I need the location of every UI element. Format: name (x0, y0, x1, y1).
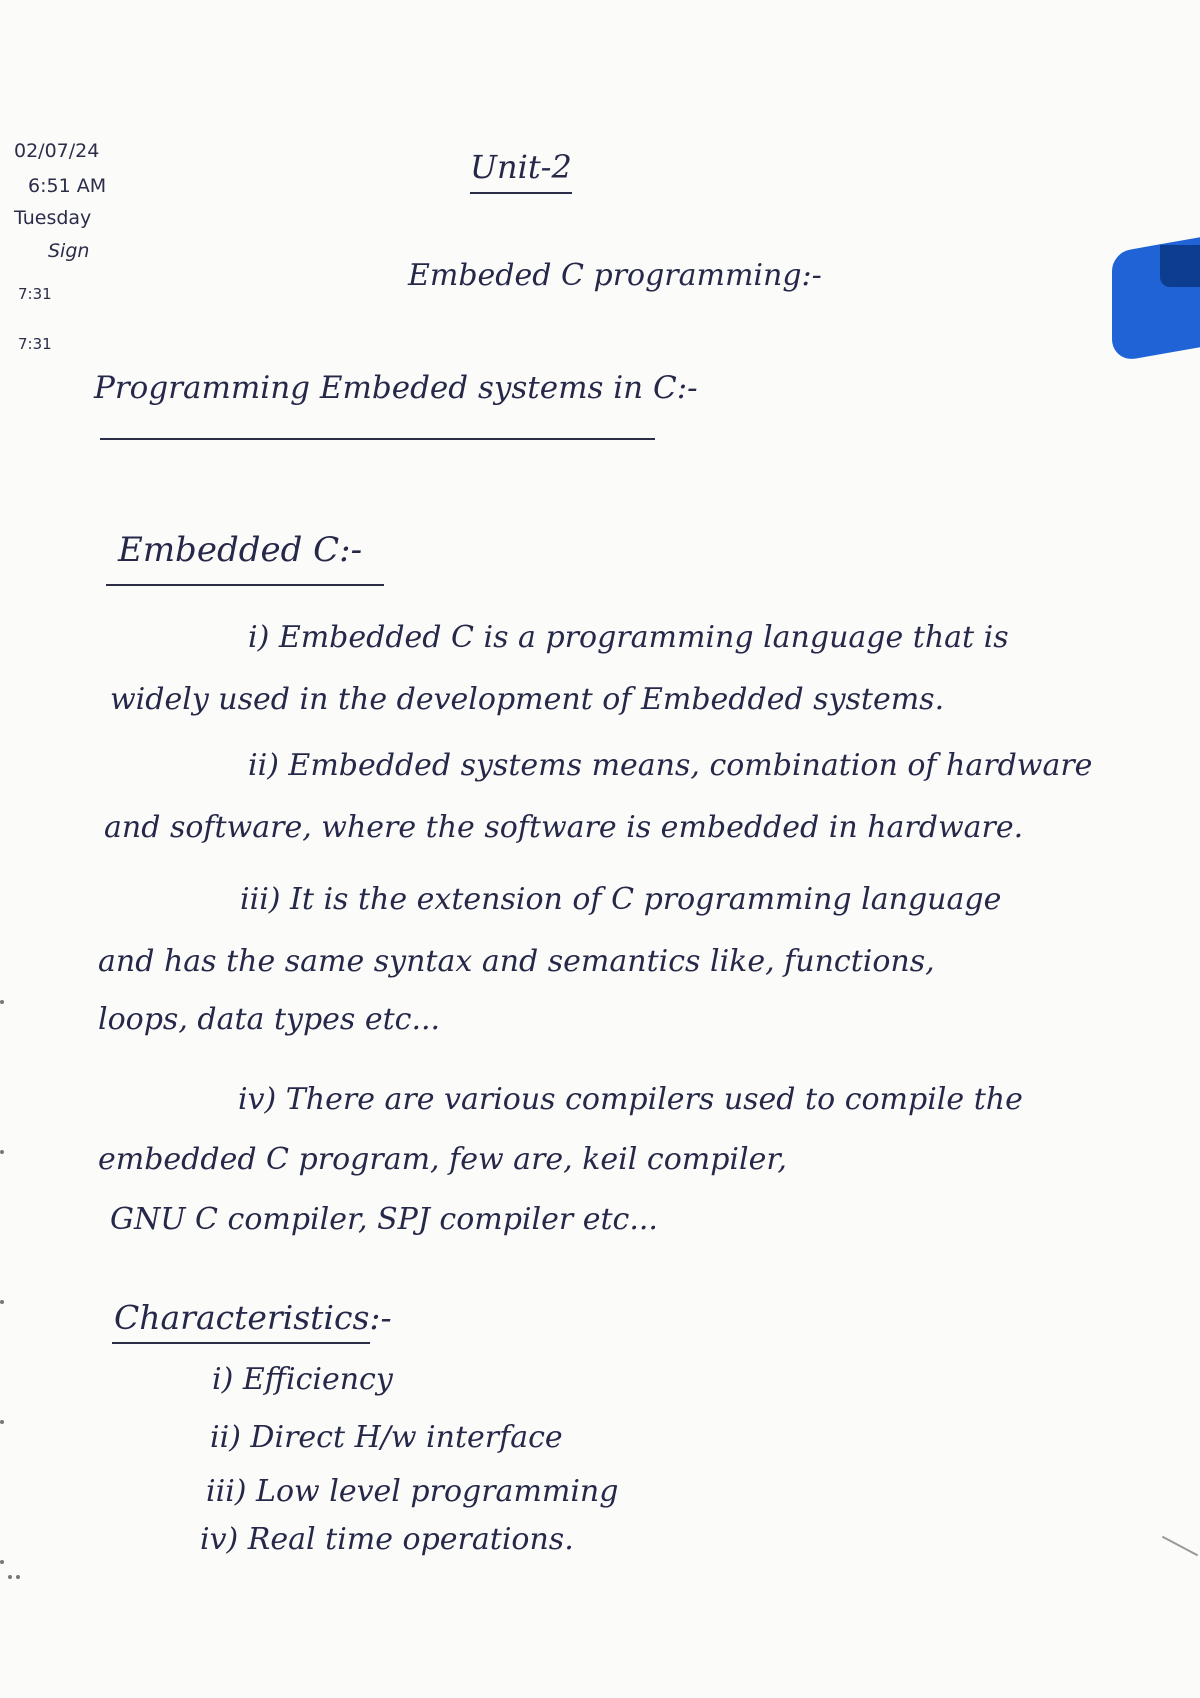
binding-dot (0, 1150, 4, 1154)
paragraph-line: and has the same syntax and semantics like, functions, (98, 944, 935, 979)
embedded-c-heading: Embedded C:- (118, 530, 363, 570)
section-heading: Programming Embeded systems in C:- (94, 370, 698, 406)
binding-dot (16, 1575, 20, 1579)
unit-title: Unit-2 (470, 148, 572, 186)
binding-dot (0, 1420, 4, 1424)
embedded-c-underline (106, 584, 384, 586)
paragraph-line: embedded C program, few are, keil compiler, (98, 1142, 787, 1177)
day-note: Tuesday (14, 207, 92, 229)
paragraph-line: GNU C compiler, SPJ compiler etc... (110, 1202, 658, 1237)
date-note: 02/07/24 (14, 140, 100, 162)
paragraph-line: i) Embedded C is a programming language that is (248, 620, 1009, 655)
binding-dot (0, 1000, 4, 1004)
paragraph-line: loops, data types etc... (98, 1002, 441, 1037)
binding-dot (0, 1560, 4, 1564)
time-note-2: 7:31 (18, 285, 52, 303)
section-heading-underline (100, 438, 655, 440)
paragraph-line: widely used in the development of Embedded systems. (110, 682, 945, 717)
paragraph-line: iv) There are various compilers used to compile the (238, 1082, 1023, 1117)
binding-dot (8, 1575, 12, 1579)
topic-title: Embeded C programming:- (408, 258, 822, 293)
paragraph-line: ii) Embedded systems means, combination of hardware (248, 748, 1093, 783)
characteristic-item: ii) Direct H/w interface (210, 1420, 563, 1455)
characteristic-item: iii) Low level programming (206, 1474, 619, 1509)
characteristics-underline (112, 1342, 370, 1344)
paragraph-line: and software, where the software is embedded in hardware. (104, 810, 1024, 845)
characteristic-item: iv) Real time operations. (200, 1522, 574, 1557)
blue-marker-cap (1160, 245, 1200, 287)
characteristics-heading: Characteristics:- (114, 1298, 392, 1337)
binding-dot (0, 1300, 4, 1304)
time-note: 6:51 AM (28, 175, 107, 197)
unit-title-underline (470, 192, 572, 194)
time-note-3: 7:31 (18, 335, 52, 353)
signature: Sign (48, 240, 90, 262)
paragraph-line: iii) It is the extension of C programming language (240, 882, 1002, 917)
stray-pencil-mark (1162, 1536, 1198, 1557)
characteristic-item: i) Efficiency (212, 1362, 393, 1397)
